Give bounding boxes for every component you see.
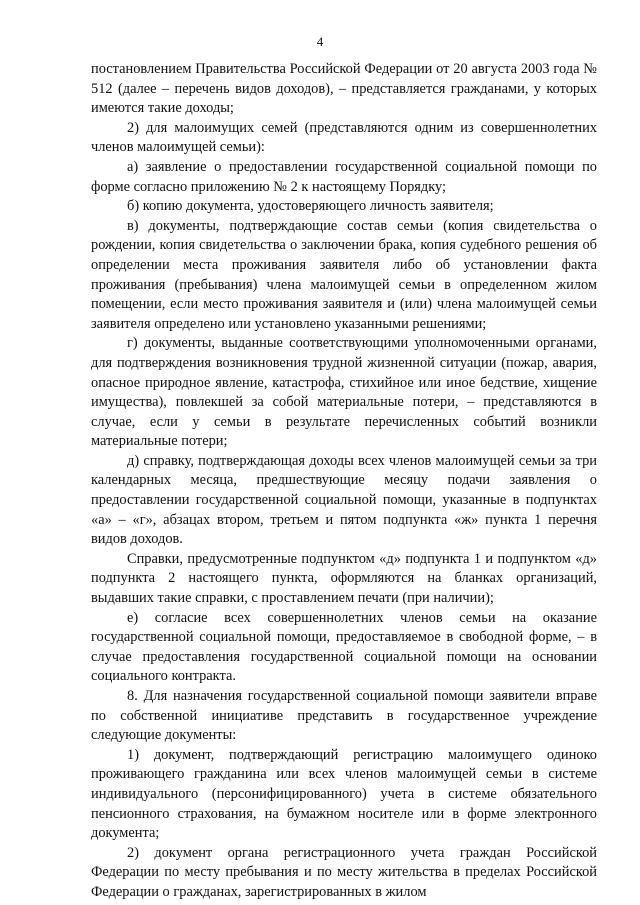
paragraph: Справки, предусмотренные подпунктом «д» подпункта 1 и подпунктом «д» подпункта 2 настоящего пункта, оформляются на бланках организаций, выдавших такие справки, с проставлением печати (при наличии);: [91, 550, 597, 607]
paragraph: 1) документ, подтверждающий регистрацию малоимущего одиноко проживающего гражданина или всех членов малоимущей семьи в системе индивидуального (персонифицированного) учета в системе обязательного пенсионного страхования, на бумажном носителе или в форме электронного документа;: [91, 746, 597, 842]
paragraph: 2) документ органа регистрационного учета граждан Российской Федерации по месту пребывания и по месту жительства в пределах Российской Федерации о гражданах, зарегистрированных в жилом: [91, 844, 597, 900]
paragraph: постановлением Правительства Российской Федерации от 20 августа 2003 года № 512 (далее – перечень видов доходов), – представляется гражданами, у которых имеются такие доходы;: [91, 61, 597, 117]
paragraph: д) справку, подтверждающая доходы всех членов малоимущей семьи за три календарных месяца, предшествующие месяцу подачи заявления о предоставлении государственной социальной помощи, указанные в подпунктах «а» – «г», абзацах втором, третьем и пятом подпункта «ж» пункта 1 перечня видов доходов.: [91, 452, 597, 548]
paragraph: а) заявление о предоставлении государственной социальной помощи по форме согласно приложению № 2 к настоящему Порядку;: [91, 158, 597, 195]
paragraph: 8. Для назначения государственной социальной помощи заявители вправе по собственной инициативе представить в государственное учреждение следующие документы:: [91, 688, 597, 744]
page-number: 4: [316, 34, 324, 49]
paragraph: в) документы, подтверждающие состав семьи (копия свидетельства о рождении, копия свидетельства о заключении брака, копия судебного решения об определении места проживания заявителя либо об установлении факта проживания (пребывания) члена малоимущей семьи в определенном жилом помещении, если место проживания заявителя и (или) члена малоимущей семьи заявителя определено или установлено указанными решениями;: [91, 217, 597, 332]
paragraph: г) документы, выданные соответствующими уполномоченными органами, для подтверждения возникновения трудной жизненной ситуации (пожар, авария, опасное природное явление, катастрофа, стихийное или иное бедствие, хищение имущества), повлекшей за собой материальные потери, – представляются в случае, если у семьи в результате перечисленных событий возникли материальные потери;: [91, 335, 597, 450]
paragraph: е) согласие всех совершеннолетних членов семьи на оказание государственной социальной помощи, предоставляемое в свободной форме, – в случае предоставления государственной социальной помощи на основании социального контракта.: [91, 609, 597, 685]
paragraph: 2) для малоимущих семей (представляются одним из совершеннолетних членов малоимущей семьи):: [91, 119, 597, 156]
paragraph: б) копию документа, удостоверяющего личность заявителя;: [127, 198, 494, 215]
document-body: [91, 60, 597, 903]
